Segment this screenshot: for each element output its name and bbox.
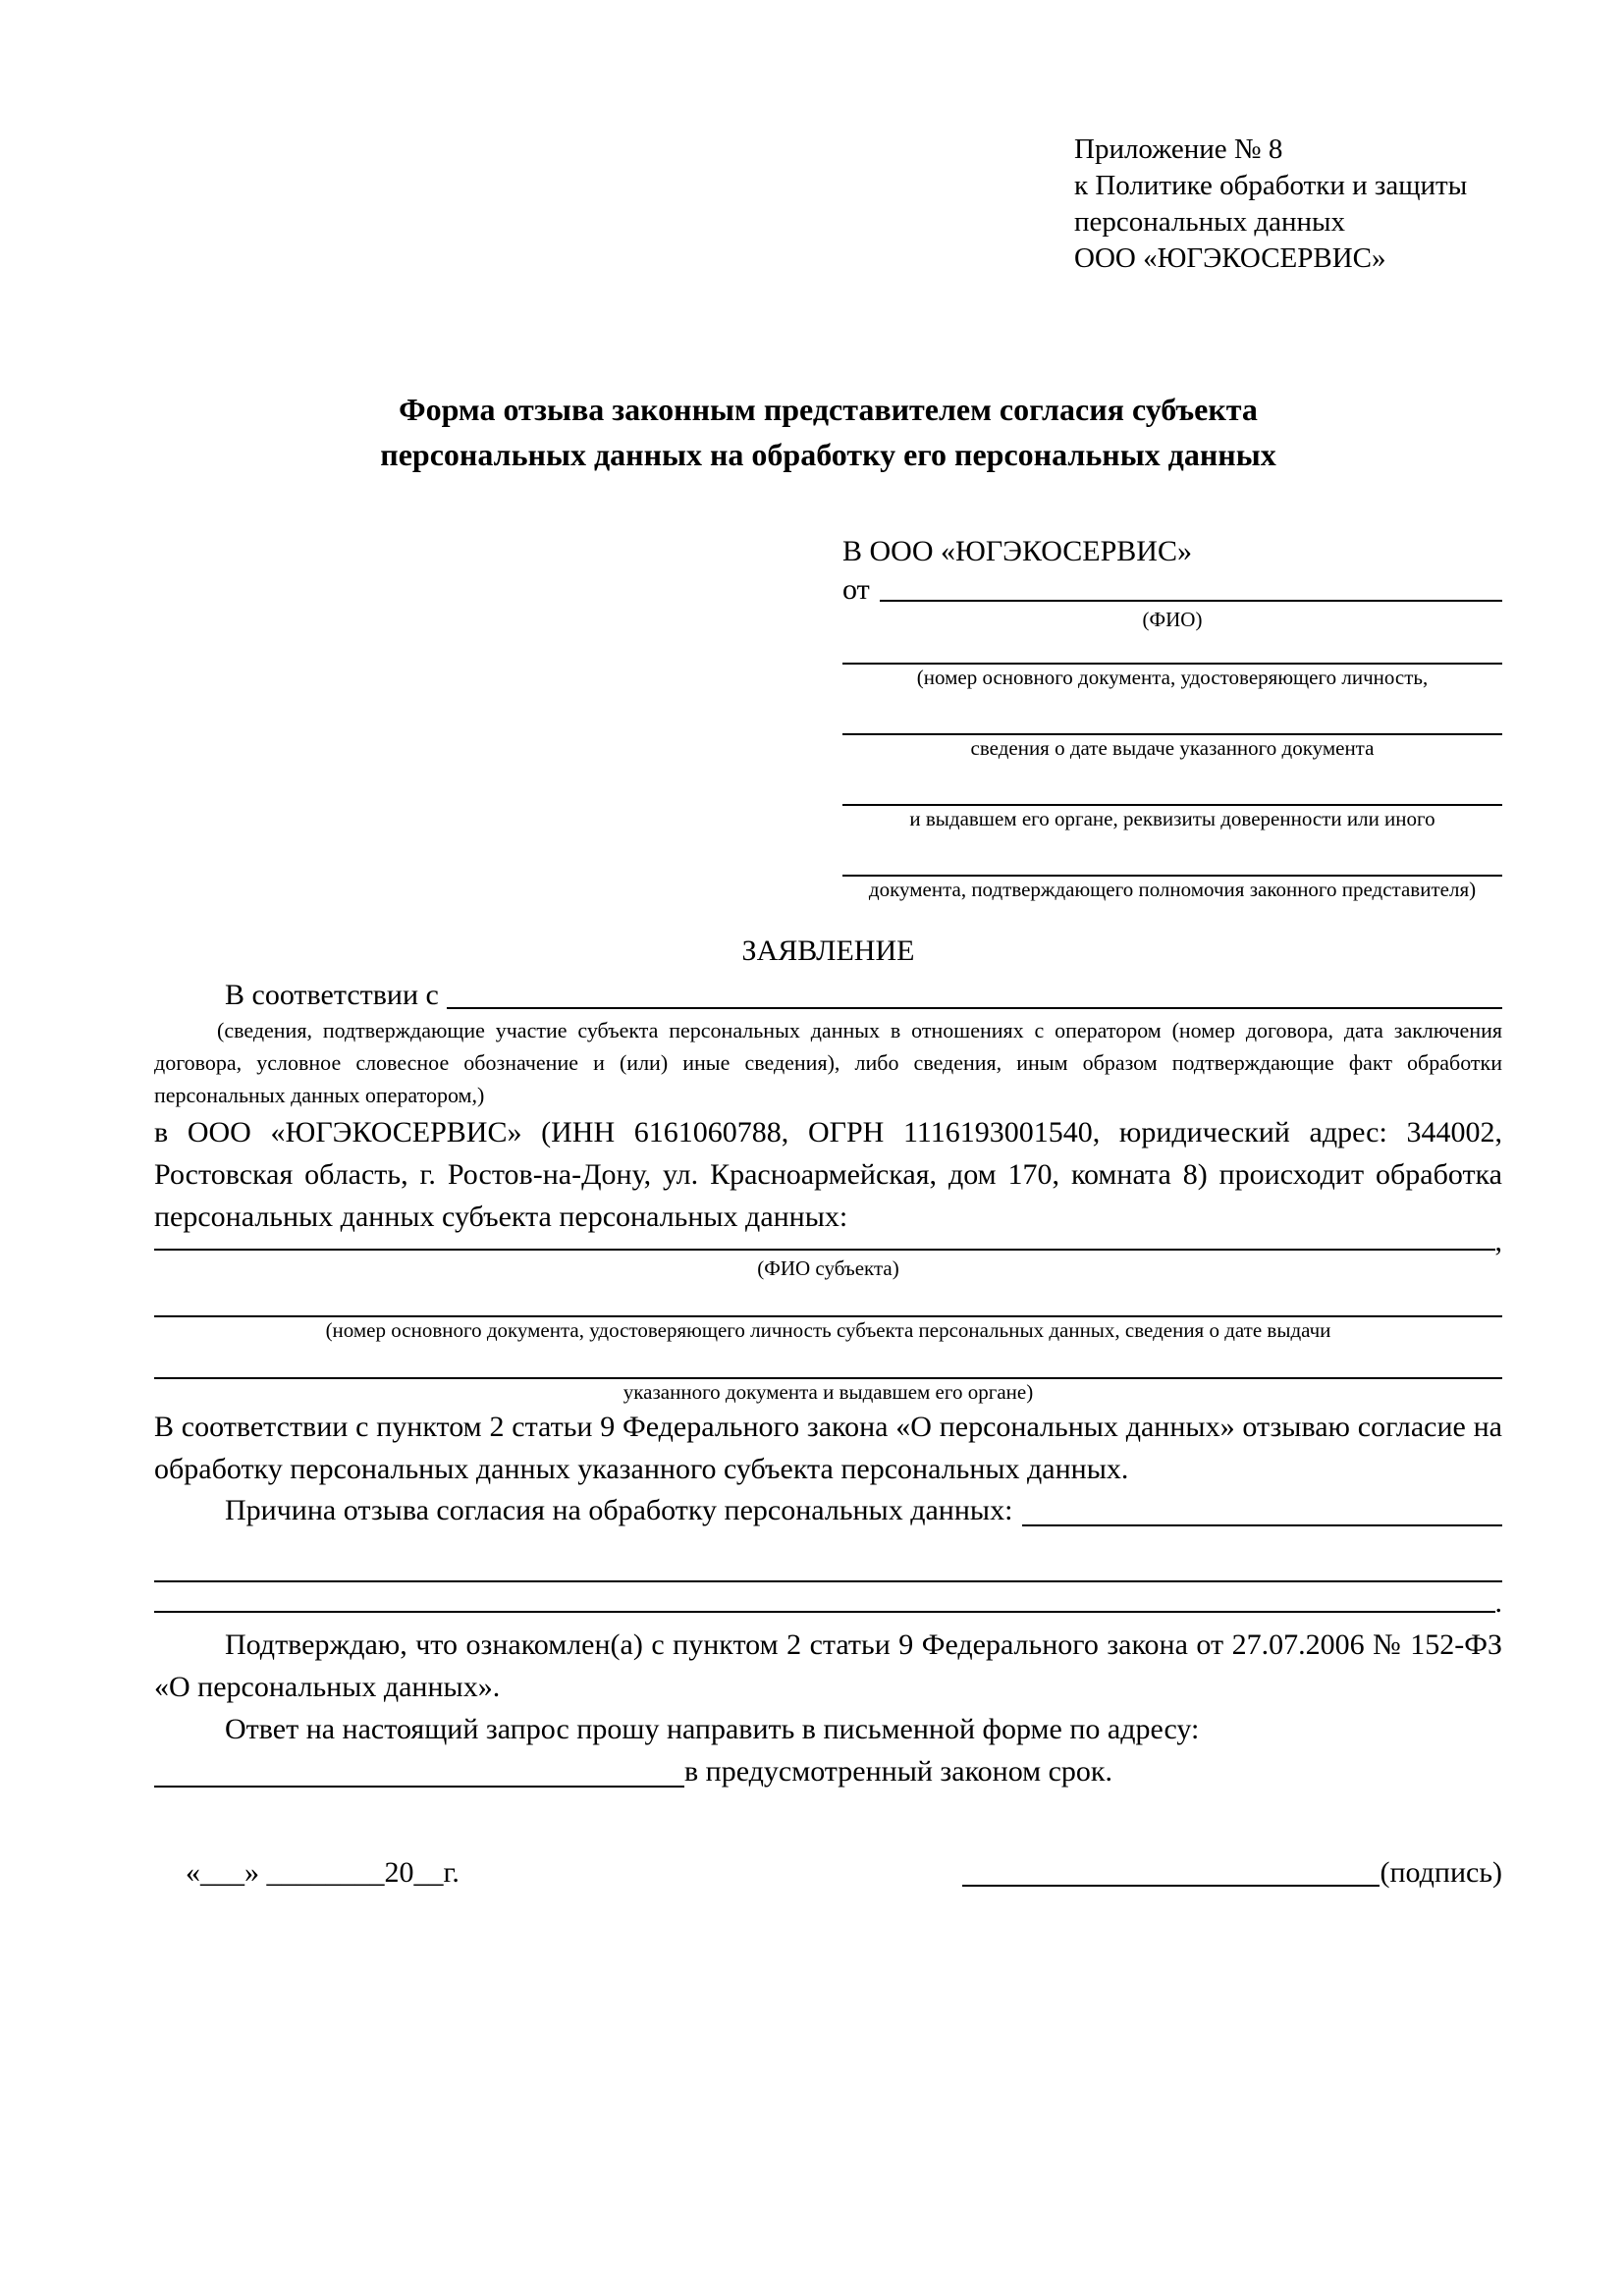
reply-blank-line bbox=[154, 1786, 684, 1788]
date-field: «___» ________20__г. bbox=[186, 1856, 460, 1889]
title-line: Форма отзыва законным представителем согласия субъекта bbox=[399, 392, 1258, 427]
signature-line bbox=[962, 1885, 1380, 1887]
annex-line: персональных данных bbox=[1074, 206, 1346, 238]
blank-line bbox=[154, 1282, 1502, 1317]
blank-line bbox=[842, 761, 1502, 806]
period: . bbox=[1494, 1586, 1502, 1619]
caption-doc-3: и выдавшем его органе, реквизиты доверенности или иного bbox=[909, 807, 1435, 830]
reason-row bbox=[154, 1490, 1502, 1531]
caption-subject-doc-1: (номер основного документа, удостоверяющего личность субъекта персональных данных, сведения о дате выдачи bbox=[325, 1318, 1331, 1342]
reply-tail: в предусмотренный законом срок. bbox=[684, 1755, 1112, 1788]
from-label: от bbox=[842, 573, 870, 606]
intro-label: В соответствии с bbox=[225, 979, 439, 1011]
caption-subject-doc-2: указанного документа и выдавшем его органе) bbox=[623, 1380, 1034, 1404]
blank-line bbox=[842, 690, 1502, 735]
from-blank-line bbox=[880, 600, 1502, 602]
subject-blank-line bbox=[154, 1249, 1495, 1251]
caption-subject-fio: (ФИО субъекта) bbox=[757, 1256, 899, 1280]
annex-line: ООО «ЮГЭКОСЕРВИС» bbox=[1074, 242, 1386, 274]
signature-caption: (подпись) bbox=[1380, 1856, 1502, 1889]
signature-group bbox=[962, 1853, 1502, 1893]
title-line: персональных данных на обработку его персональных данных bbox=[380, 437, 1276, 472]
intro-row bbox=[154, 975, 1502, 1014]
reply-paragraph: Ответ на настоящий запрос прошу направить в письменной форме по адресу: bbox=[225, 1713, 1200, 1745]
operator-paragraph: в ООО «ЮГЭКОСЕРВИС» (ИНН 6161060788, ОГРН 1116193001540, юридический адрес: 344002, Ростовская область, г. Ростов-на-Дону, ул. Красноармейская, дом 170, комната 8) происходит обработка персональных данных субъекта персональных данных: bbox=[154, 1116, 1502, 1233]
addressee-to: В ООО «ЮГЭКОСЕРВИС» bbox=[842, 535, 1192, 567]
blank-line-with-period bbox=[154, 1582, 1502, 1618]
reason-blank-line bbox=[1022, 1524, 1502, 1526]
reason-label: Причина отзыва согласия на обработку персональных данных: bbox=[225, 1494, 1013, 1526]
ack-paragraph: Подтверждаю, что ознакомлен(а) с пунктом 2 статьи 9 Федерального закона от 27.07.2006 № 152-ФЗ «О персональных данных». bbox=[154, 1629, 1502, 1703]
caption-doc-2: сведения о дате выдаче указанного документа bbox=[970, 736, 1375, 760]
withdraw-paragraph: В соответствии с пунктом 2 статьи 9 Федерального закона «О персональных данных» отзываю согласие на обработку персональных данных указанного субъекта персональных данных. bbox=[154, 1411, 1502, 1485]
subject-blank-row bbox=[154, 1225, 1502, 1257]
intro-note: (сведения, подтверждающие участие субъекта персональных данных в отношениях с оператором (номер договора, дата заключения договора, условное словесное обозначение и (или) иные сведения), либо сведения, иным образом подтверждающие факт обработки персональных данных оператором,) bbox=[154, 1018, 1502, 1107]
blank-line bbox=[842, 632, 1502, 665]
reply-address-row bbox=[154, 1750, 1502, 1792]
caption-fio: (ФИО) bbox=[1142, 608, 1203, 631]
subject-comma: , bbox=[1494, 1225, 1502, 1257]
document-title bbox=[154, 387, 1502, 477]
addressee-block bbox=[842, 532, 1502, 902]
blank-line-full bbox=[154, 1531, 1502, 1582]
statement-heading: ЗАЯВЛЕНИЕ bbox=[741, 934, 915, 967]
signoff-row bbox=[154, 1853, 1502, 1893]
blank-line bbox=[842, 831, 1502, 877]
annex-line: к Политике обработки и защиты bbox=[1074, 170, 1468, 201]
addressee-from-row bbox=[842, 571, 1502, 607]
caption-doc-4: документа, подтверждающего полномочия законного представителя) bbox=[868, 878, 1477, 901]
blank-line bbox=[154, 1344, 1502, 1379]
annex-block bbox=[1074, 132, 1502, 277]
caption-doc-1: (номер основного документа, удостоверяющего личность, bbox=[916, 666, 1429, 689]
annex-line: Приложение № 8 bbox=[1074, 133, 1283, 165]
intro-blank-line bbox=[447, 1007, 1502, 1009]
blank-line bbox=[154, 1611, 1495, 1613]
